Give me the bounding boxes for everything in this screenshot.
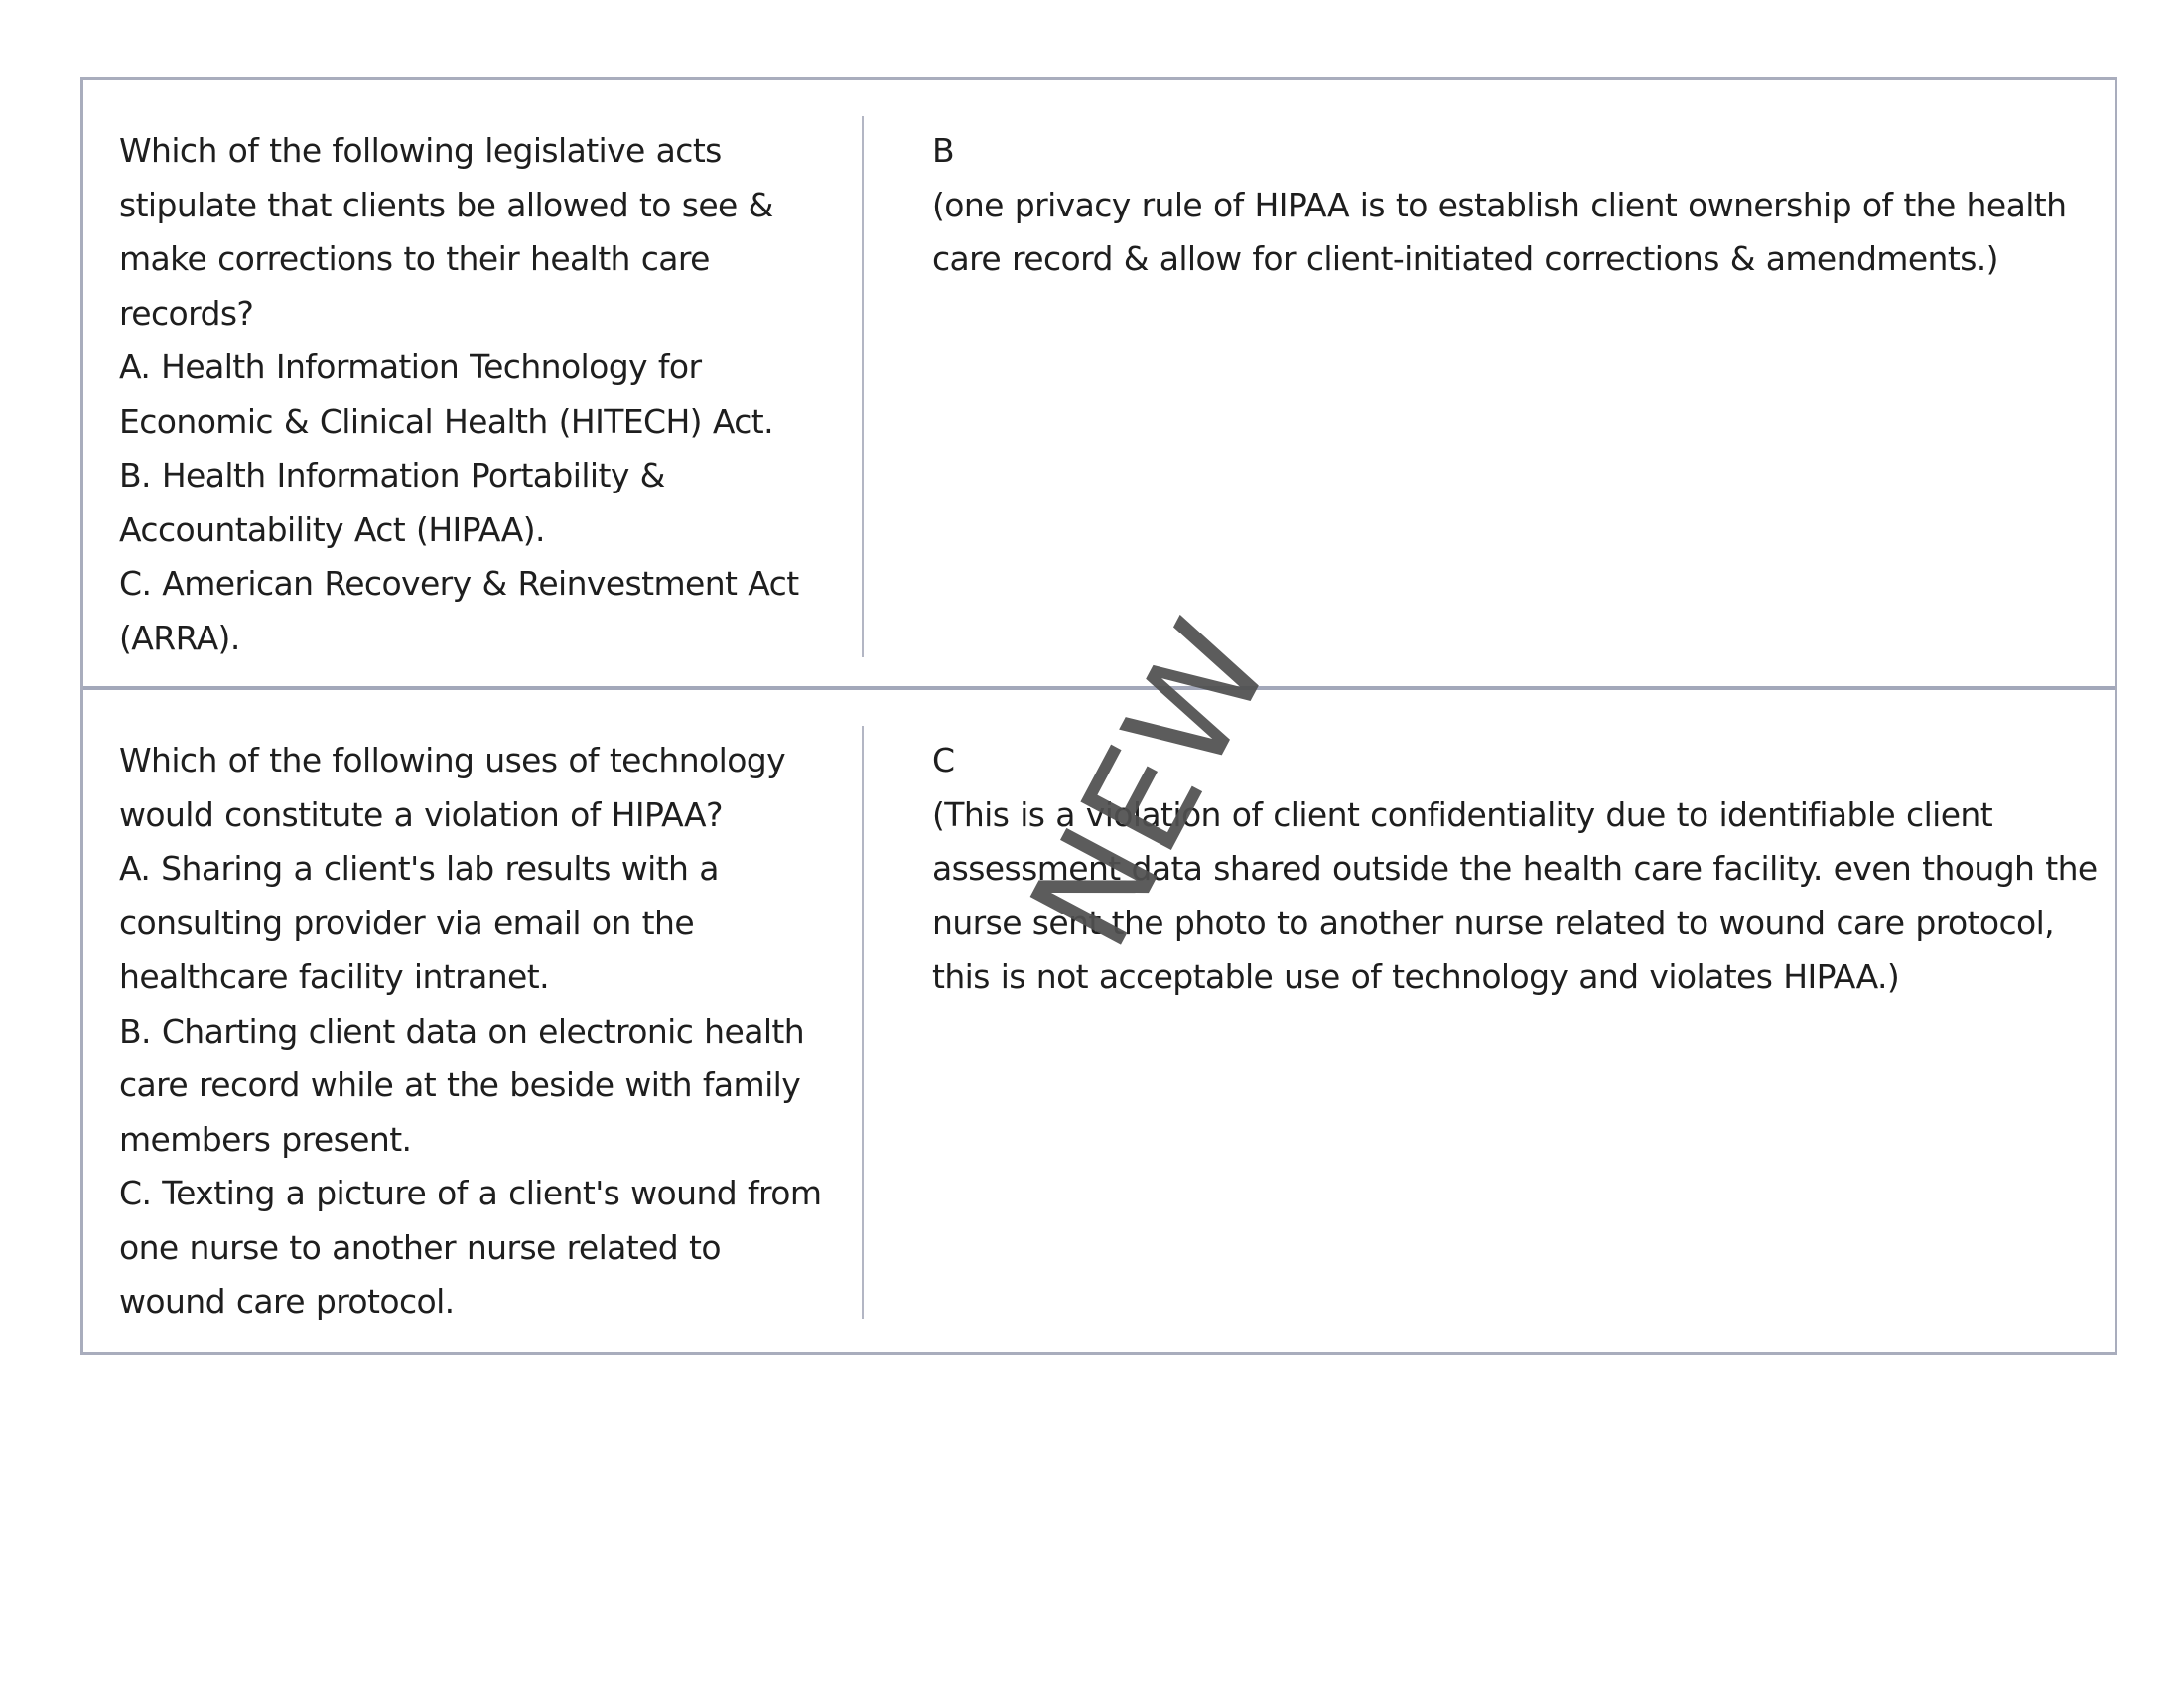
definition-line: nurse sent the photo to another nurse related to wound care protocol, — [932, 903, 2055, 942]
new-watermark: NEW — [999, 596, 1304, 973]
term-line: stipulate that clients be allowed to see & — [119, 185, 773, 224]
term-line: A. Health Information Technology for — [119, 348, 702, 386]
definition-line: this is not acceptable use of technology and violates HIPAA.) — [932, 957, 1900, 996]
flashcard-table — [80, 77, 2117, 1355]
term-line: consulting provider via email on the — [119, 903, 695, 942]
term-line: C. American Recovery & Reinvestment Act — [119, 564, 799, 603]
definition-line: assessment data shared outside the health care facility. even though the — [932, 849, 2098, 888]
definition-line: care record & allow for client-initiated corrections & amendments.) — [932, 239, 1998, 278]
column-divider — [862, 726, 864, 1319]
definition-line: C — [932, 741, 955, 779]
definition-cell — [932, 734, 2098, 1005]
term-line: C. Texting a picture of a client's wound from — [119, 1174, 822, 1212]
term-line: Economic & Clinical Health (HITECH) Act. — [119, 401, 774, 441]
term-line: Which of the following uses of technology — [119, 741, 786, 779]
term-line: Which of the following legislative acts — [119, 131, 722, 170]
term-line: Accountability Act (HIPAA). — [119, 509, 545, 549]
term-cell — [119, 124, 814, 665]
term-line: B. Charting client data on electronic health — [119, 1011, 805, 1051]
term-cell — [119, 734, 822, 1330]
definition-cell — [932, 124, 2074, 287]
term-line: B. Health Information Portability & — [119, 456, 665, 494]
definition-line: (This is a violation of client confidentiality due to identifiable client — [932, 794, 1993, 834]
term-line: (ARRA). — [119, 618, 240, 657]
definition-line: (one privacy rule of HIPAA is to establish client ownership of the health — [932, 185, 2067, 224]
term-line: care record while at the beside with family — [119, 1065, 801, 1104]
term-line: members present. — [119, 1119, 412, 1159]
term-line: would constitute a violation of HIPAA? — [119, 794, 723, 834]
flashcard-row — [83, 690, 2115, 1352]
term-line: records? — [119, 293, 254, 333]
term-line: wound care protocol. — [119, 1282, 455, 1321]
column-divider — [862, 116, 864, 657]
term-line: healthcare facility intranet. — [119, 957, 549, 996]
term-line: A. Sharing a client's lab results with a — [119, 849, 719, 888]
definition-line: B — [932, 131, 955, 170]
term-line: one nurse to another nurse related to — [119, 1227, 721, 1267]
term-line: make corrections to their health care — [119, 239, 710, 278]
flashcard-row — [83, 80, 2115, 690]
